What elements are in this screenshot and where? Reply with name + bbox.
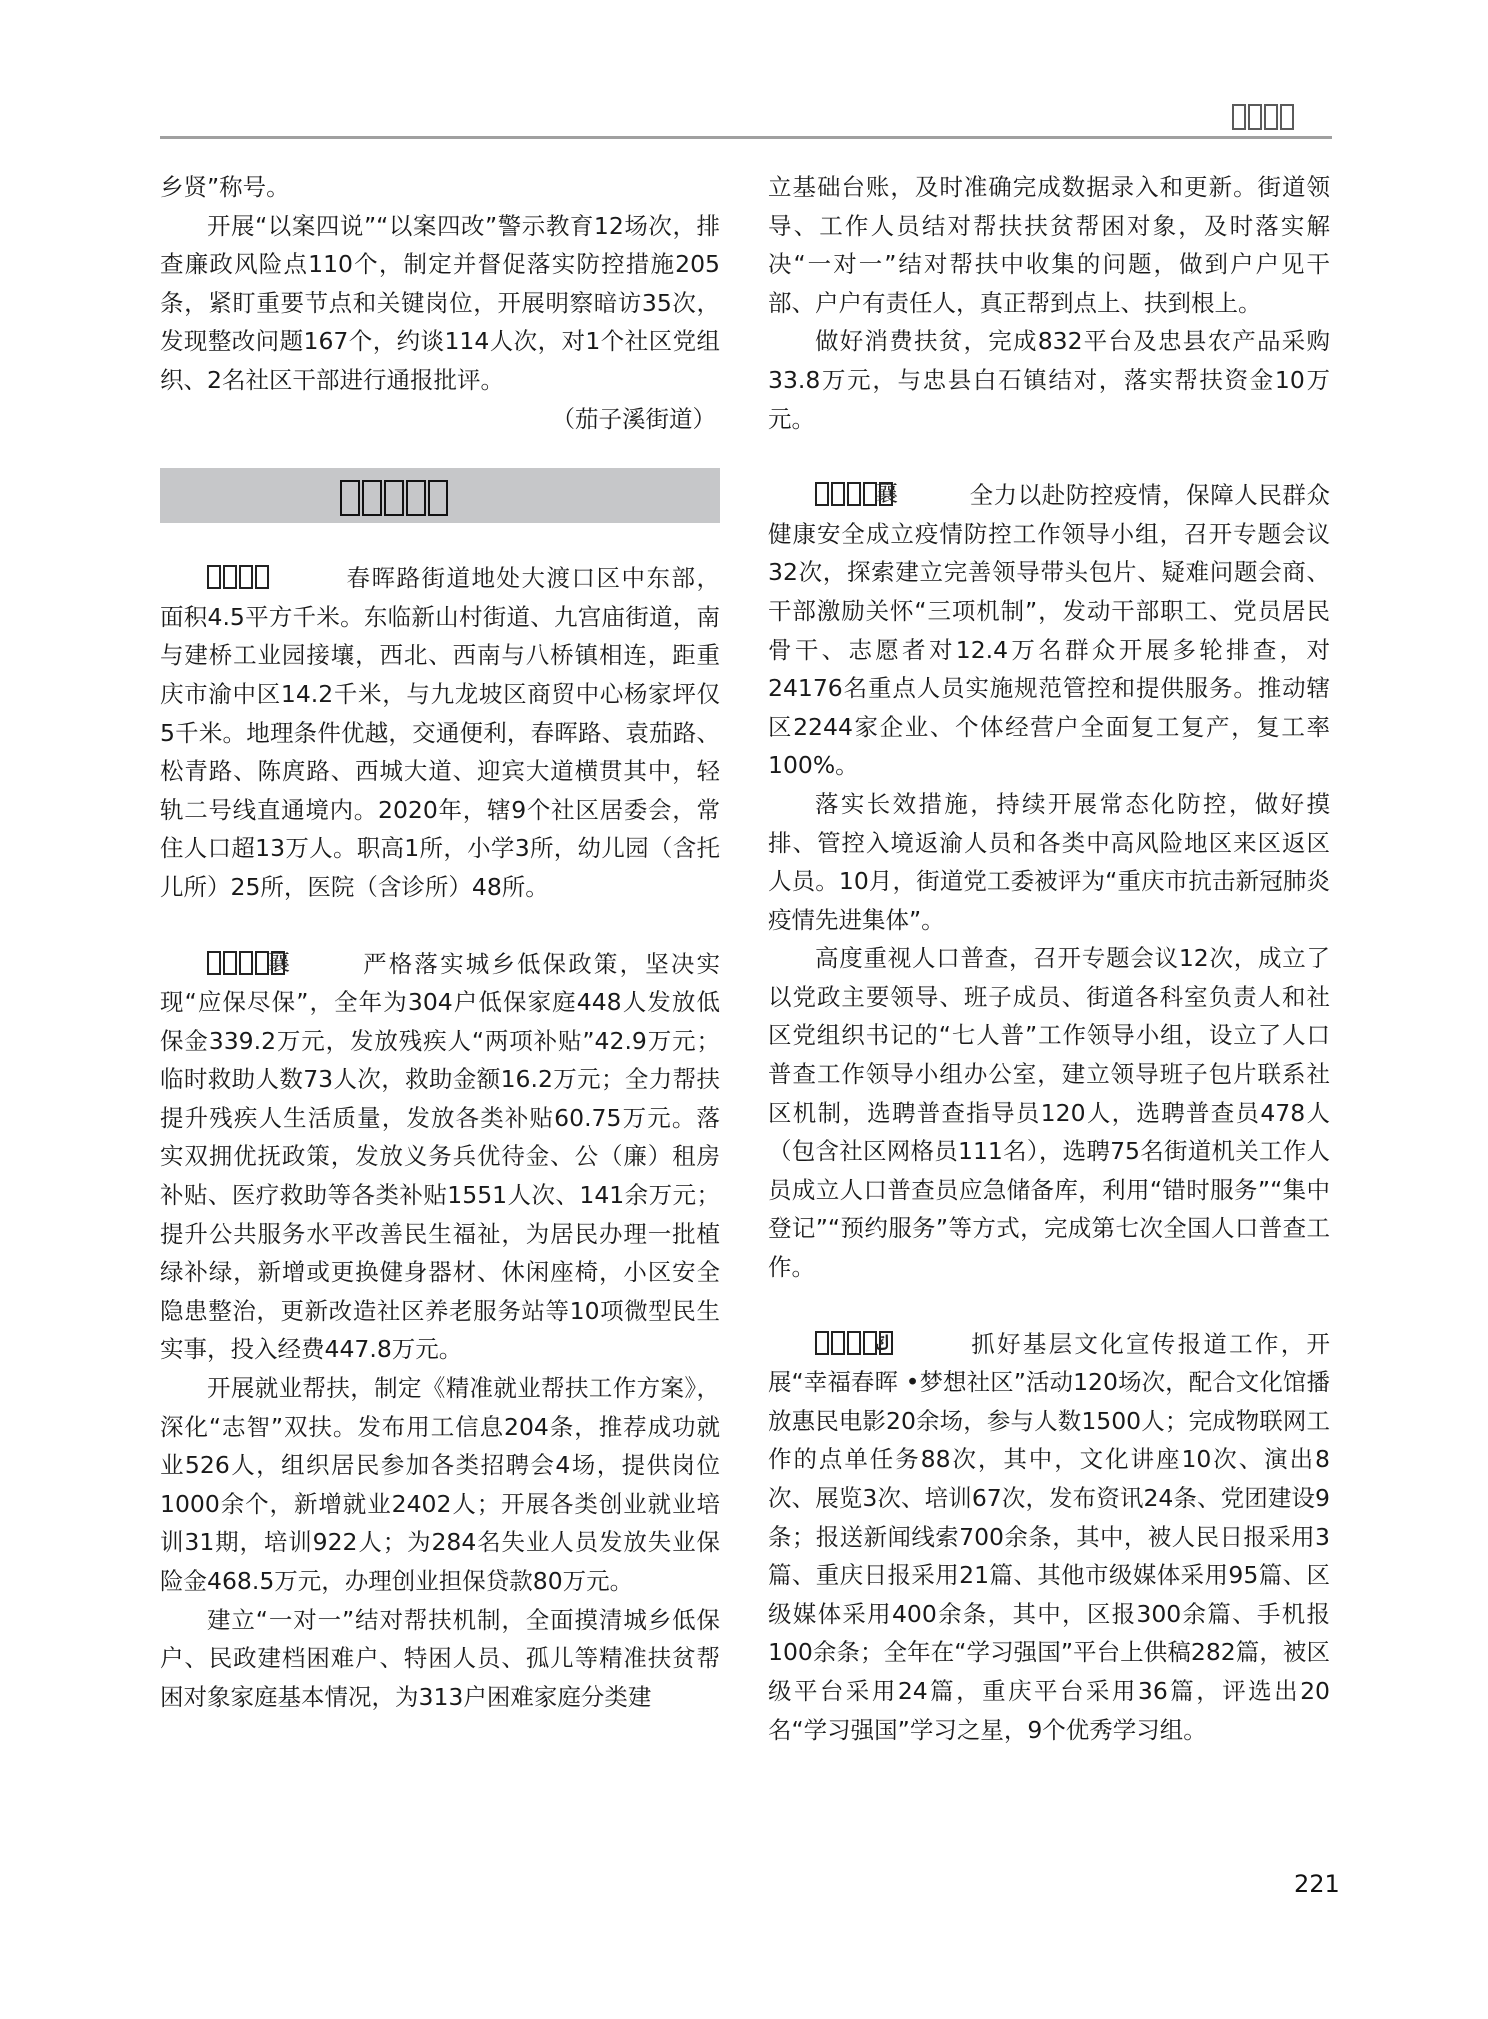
overview-text: 春晖路街道地处大渡口区中东部，面积4.5平方千米。东临新山村街道、九宫庙街道，南与建桥工业园接壤，西北、西南与八桥镇相连，距重庆市渝中区14.2千米，与九龙坡区商贸中心杨家坪仅5千米。地理条件优越，交通便利，春晖路、袁茄路、松青路、陈庹路、西城大道、迎宾大道横贯其中，轻轨二号线直通境内。2020年，辖9个社区居委会，常住人口超13万人。职高1所，小学3所，幼儿园（含托儿所）25所，医院（含诊所）48所。 bbox=[160, 564, 720, 901]
welfare-text: 严格落实城乡低保政策，坚决实现“应保尽保”，全年为304户低保家庭448人发放低保金339.2万元，发放残疾人“两项补贴”42.9万元；临时救助人数73人次，救助金额16.2万元；全力帮扶提升残疾人生活质量，发放各类补贴60.75万元。落实双拥优抚政策，发放义务兵优待金、公（廉）租房补贴、医疗救助等各类补贴1551人次、141余万元；提升公共服务水平改善民生福祉，为居民办理一批植绿补绿，新增或更换健身器材、休闲座椅，小区安全隐患整治，更新改造社区养老服务站等10项微型民生实事，投入经费447.8万元。 bbox=[160, 949, 720, 1364]
paragraph-overview bbox=[160, 559, 720, 906]
missing-glyph-box bbox=[1280, 104, 1294, 130]
culture-text: 抓好基层文化宣传报道工作，开展“幸福春晖 •梦想社区”活动120场次，配合文化馆播放惠民电影20余场，参与人数1500人；完成物联网工作的点单任务88次，其中，文化讲座10次、演出8次、展览3次、培训67次，发布资讯24条、党团建设9条；报送新闻线索700余条，其中，被人民日报采用3篇、重庆日报采用21篇、其他市级媒体采用95篇、区级媒体采用400余条，其中，区报300余篇、手机报100余条；全年在“学习强国”平台上供稿282篇，被区级平台采用24篇，重庆平台采用36篇，评选出20名“学习强国”学习之星，9个优秀学习组。 bbox=[768, 1329, 1330, 1744]
paragraph: 落实长效措施，持续开展常态化防控，做好摸排、管控入境返渝人员和各类中高风险地区来区返区人员。10月，街道党工委被评为“重庆市抗击新冠肺炎疫情先进集体”。 bbox=[768, 789, 1330, 934]
missing-glyph-box bbox=[207, 565, 221, 589]
missing-glyph-box bbox=[815, 1331, 829, 1355]
subheading-epidemic bbox=[815, 482, 899, 508]
missing-glyph-box bbox=[1248, 104, 1262, 130]
paragraph: 开展“以案四说”“以案四改”警示教育12场次，排查廉政风险点110个，制定并督促落实防控措施205条，紧盯重要节点和关键岗位，开展明察暗访35次，发现整改问题167个，约谈114人次，对1个社区党组织、2名社区干部进行通报批评。 bbox=[160, 211, 720, 394]
subheading-culture bbox=[815, 1331, 893, 1355]
missing-glyph-box bbox=[239, 565, 253, 589]
paragraph-epidemic bbox=[768, 476, 1330, 785]
subheading-overview bbox=[207, 565, 269, 589]
missing-glyph-box bbox=[362, 480, 382, 516]
paragraph: 高度重视人口普查，召开专题会议12次，成立了以党政主要领导、班子成员、街道各科室负责人和社区党组织书记的“七人普”工作领导小组，设立了人口普查工作领导小组办公室，建立领导班子包片联系社区机制，选聘普查指导员120人，选聘普查员478人（包含社区网格员111名），选聘75名街道机关工作人员成立人口普查员应急储备库，利用“错时服务”“集中登记”“预约服务”等方式，完成第七次全国人口普查工作。 bbox=[768, 944, 1330, 1282]
missing-glyph-box bbox=[1264, 104, 1278, 130]
paragraph: 建立“一对一”结对帮扶机制，全面摸清城乡低保户、民政建档困难户、特困人员、孤儿等精准扶贫帮困对象家庭基本情况，为313户困难家庭分类建 bbox=[160, 1605, 720, 1711]
paragraph: 乡贤”称号。 bbox=[160, 173, 290, 201]
paragraph-culture bbox=[768, 1325, 1330, 1750]
stray-glyph: 襄 bbox=[876, 482, 899, 508]
missing-glyph-box bbox=[815, 482, 829, 506]
missing-glyph-box bbox=[428, 480, 448, 516]
missing-glyph-box bbox=[1232, 104, 1246, 130]
page-number: 221 bbox=[1294, 1870, 1340, 1898]
running-head bbox=[1232, 104, 1294, 134]
epidemic-text: 全力以赴防控疫情，保障人民群众健康安全成立疫情防控工作领导小组，召开专题会议32次，探索建立完善领导带头包片、疑难问题会商、干部激励关怀“三项机制”，发动干部职工、党员居民骨干、志愿者对12.4万名群众开展多轮排查，对24176名重点人员实施规范管控和提供服务。推动辖区2244家企业、个体经营户全面复工复产，复工率100%。 bbox=[768, 481, 1330, 780]
right-column bbox=[768, 168, 1330, 1749]
missing-glyph-box bbox=[255, 565, 269, 589]
stray-glyph: ݿ bbox=[876, 1330, 889, 1356]
missing-glyph-box bbox=[223, 565, 237, 589]
source-attribution: （茄子溪街道） bbox=[551, 404, 716, 433]
section-title-bar bbox=[160, 468, 720, 523]
paragraph: 立基础台账，及时准确完成数据录入和更新。街道领导、工作人员结对帮扶扶贫帮困对象，及时落实解决“一对一”结对帮扶中收集的问题，做到户户见干部、户户有责任人，真正帮到点上、扶到根上。 bbox=[768, 173, 1330, 317]
subheading-welfare bbox=[207, 950, 291, 976]
left-column bbox=[160, 168, 720, 1716]
stray-glyph: 襄 bbox=[268, 950, 291, 976]
missing-glyph-box bbox=[406, 480, 426, 516]
missing-glyph-box bbox=[340, 480, 360, 516]
missing-glyph-box bbox=[207, 951, 221, 975]
paragraph-welfare bbox=[160, 945, 720, 1370]
header-rule bbox=[160, 136, 1332, 139]
paragraph: 开展就业帮扶，制定《精准就业帮扶工作方案》，深化“志智”双扶。发布用工信息204条，推荐成功就业526人，组织居民参加各类招聘会4场，提供岗位1000余个，新增就业2402人；开展各类创业就业培训31期，培训922人；为284名失业人员发放失业保险金468.5万元，办理创业担保贷款80万元。 bbox=[160, 1374, 720, 1595]
section-title bbox=[340, 480, 448, 516]
missing-glyph-box bbox=[384, 480, 404, 516]
paragraph: 做好消费扶贫，完成832平台及忠县农产品采购33.8万元，与忠县白石镇结对，落实帮扶资金10万元。 bbox=[768, 327, 1330, 433]
